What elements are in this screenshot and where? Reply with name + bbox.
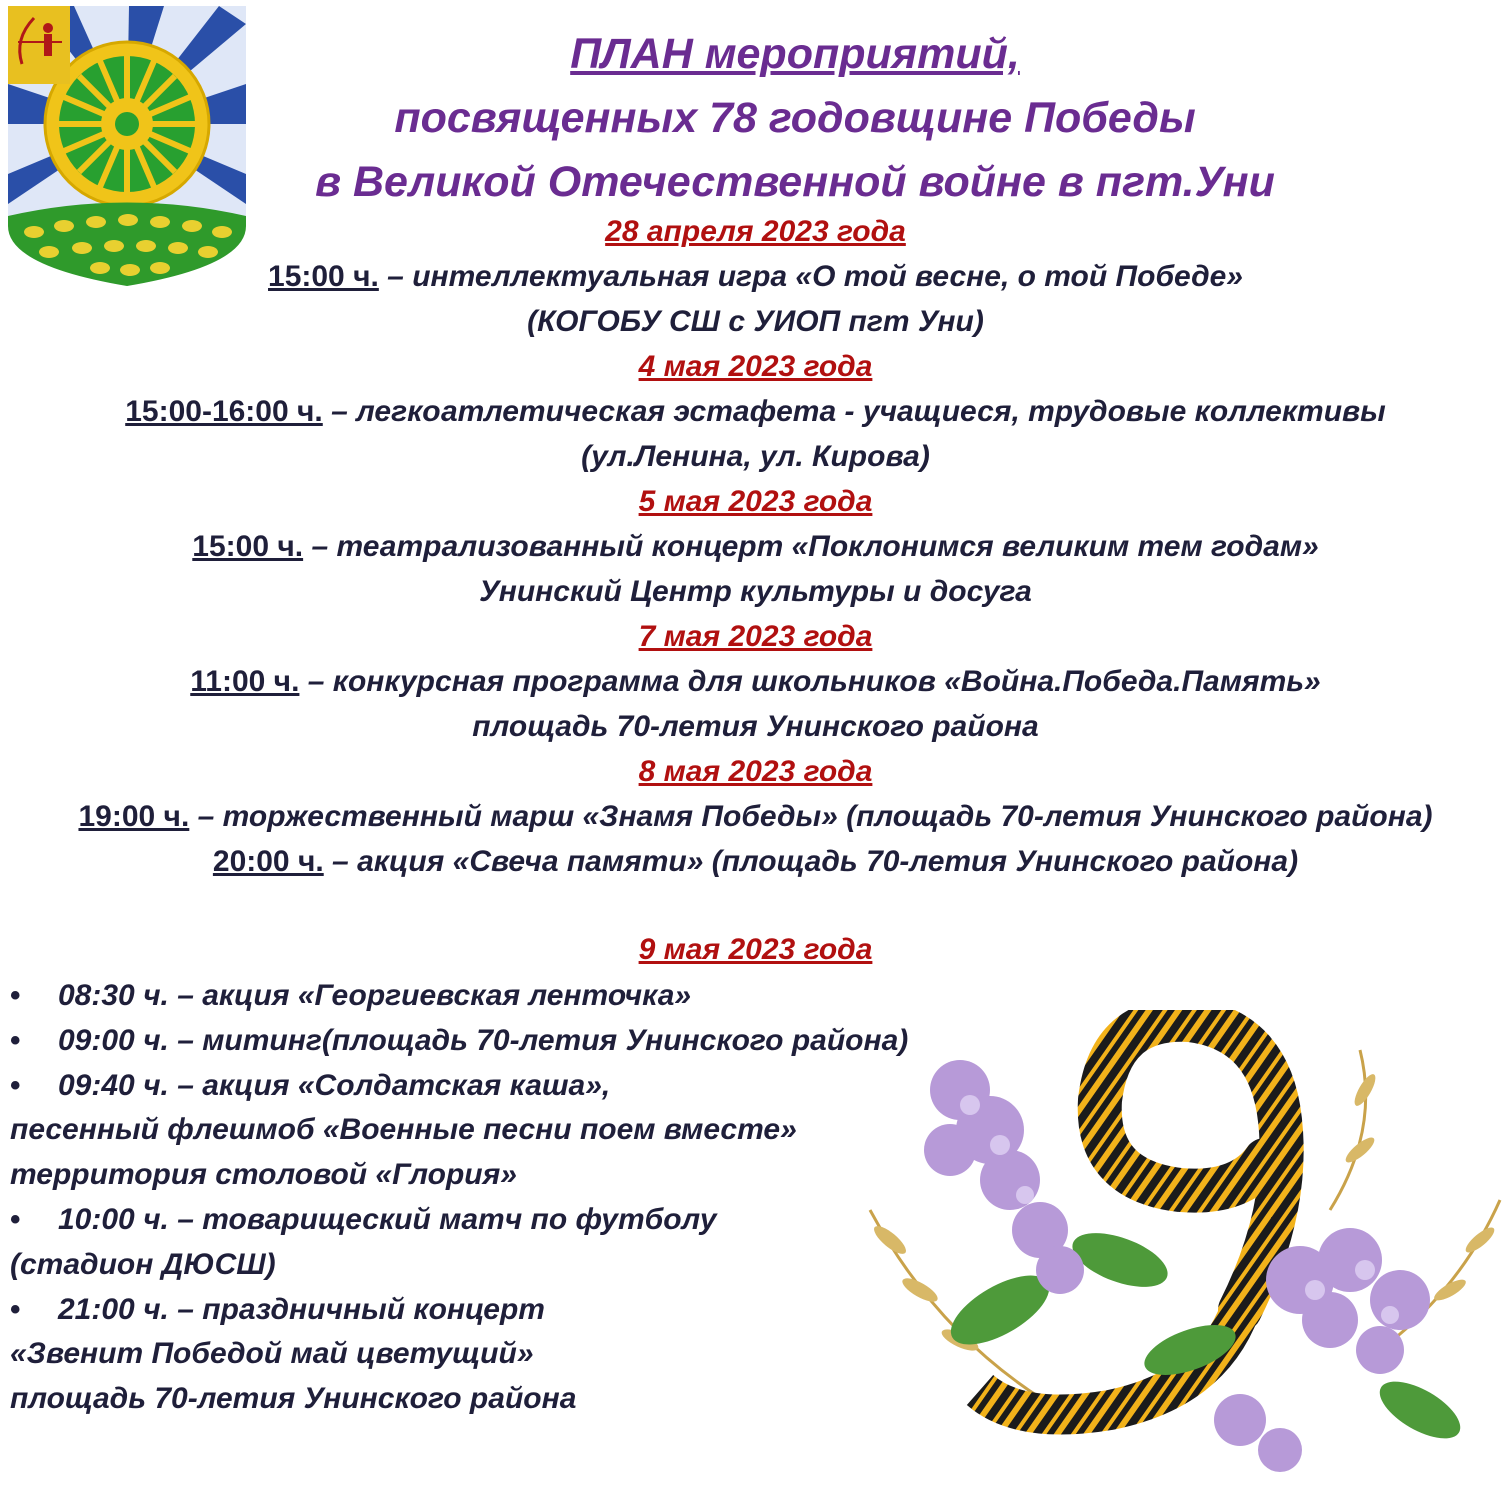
event-time: 15:00 ч. [268, 260, 379, 293]
event-date-heading: 8 мая 2023 года [638, 755, 873, 788]
list-item: • 21:00 ч. – праздничный концерт [10, 1288, 908, 1333]
list-item: • 09:00 ч. – митинг(площадь 70-летия Унинского района) [10, 1019, 908, 1064]
event-description: – интеллектуальная игра «О той весне, о той Победе» [378, 260, 1243, 293]
list-item-continuation: площадь 70-летия Унинского района [10, 1382, 577, 1416]
event-time: 20:00 ч. [212, 845, 324, 878]
event-date-heading: 28 апреля 2023 года [605, 215, 906, 248]
bullet-icon: • [10, 1068, 21, 1102]
event-line [0, 525, 1511, 569]
may9-event-list [10, 974, 908, 1422]
event-description: – торжественный марш «Знамя Победы» (площадь 70-летия Унинского района) [189, 800, 1433, 833]
list-item: • 10:00 ч. – товарищеский матч по футболу [10, 1198, 908, 1243]
bullet-icon: • [10, 1202, 21, 1236]
bullet-icon: • [10, 1292, 21, 1326]
event-location: (ул.Ленина, ул. Кирова) [581, 440, 930, 473]
event-time: 15:00 ч. [192, 530, 304, 563]
page-title-line-3: в Великой Отечественной войне в пгт.Уни [315, 158, 1275, 206]
event-location: (КОГОБУ СШ с УИОП пгт Уни) [527, 305, 984, 338]
list-item: • 08:30 ч. – акция «Георгиевская ленточка» [10, 974, 908, 1019]
event-time: 15:00-16:00 ч. [125, 395, 323, 428]
event-location: площадь 70-летия Унинского района [472, 710, 1039, 743]
event-time: 19:00 ч. [78, 800, 190, 833]
list-item-continuation: (стадион ДЮСШ) [10, 1247, 276, 1281]
page-title-line-2: посвященных 78 годовщине Победы [394, 94, 1196, 142]
list-item-continuation: песенный флешмоб «Военные песни поем вместе» [10, 1113, 797, 1147]
event-line [0, 255, 1511, 299]
event-date-heading: 9 мая 2023 года [638, 933, 873, 966]
event-date-heading: 5 мая 2023 года [638, 485, 873, 518]
list-item: • 09:40 ч. – акция «Солдатская каша», [10, 1064, 908, 1109]
list-item-continuation: территория столовой «Глория» [10, 1158, 517, 1192]
event-date-heading: 4 мая 2023 года [638, 350, 873, 383]
bullet-icon: • [10, 1023, 21, 1057]
event-location: Унинский Центр культуры и досуга [479, 575, 1032, 608]
event-description: – конкурсная программа для школьников «Война.Победа.Память» [299, 665, 1321, 698]
event-description: – легкоатлетическая эстафета - учащиеся, трудовые коллективы [322, 395, 1386, 428]
event-line [0, 840, 1511, 884]
event-line [0, 795, 1511, 839]
event-time: 11:00 ч. [190, 665, 300, 698]
event-description: – акция «Свеча памяти» (площадь 70-летия Унинского района) [323, 845, 1299, 878]
event-line [0, 390, 1511, 434]
victory-day-nine-ribbon-illustration [860, 1010, 1510, 1500]
event-line [0, 660, 1511, 704]
event-description: – театрализованный концерт «Поклонимся великим тем годам» [303, 530, 1319, 563]
bullet-icon: • [10, 979, 21, 1012]
page-title-line-1: ПЛАН мероприятий, [570, 30, 1020, 78]
list-item-continuation: «Звенит Победой май цветущий» [10, 1337, 534, 1371]
event-date-heading: 7 мая 2023 года [638, 620, 873, 653]
